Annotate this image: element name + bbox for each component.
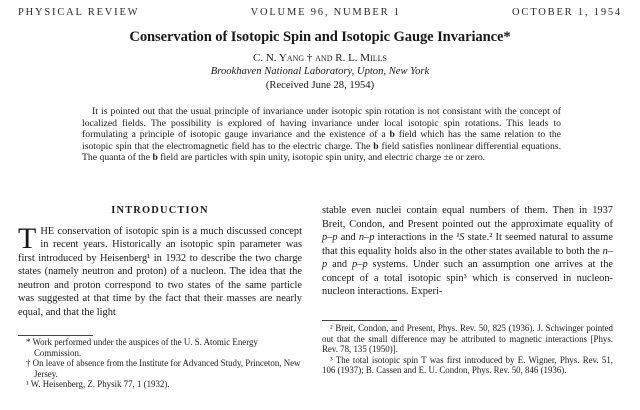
intro-text: HE conservation of isotopic spin is a much discussed concept in recent years. Historically an isotopic spin parameter was first introduced by Heisenberg¹ in 1932 to describe the two charge states (namely neutron and proton) of a nucleon. The idea that the neutron and proton correspond to two states of the same particle was suggested at that time by the fact that their masses are nearly equal, and that the light [18, 225, 302, 318]
abstract-bold-b-3: b [152, 152, 158, 164]
issue-date: OCTOBER 1, 1954 [512, 7, 622, 18]
abstract [82, 106, 561, 164]
abstract-bold-b-1: b [389, 129, 395, 141]
footnote-rule-right [322, 320, 397, 321]
author-1: C. N. Yang [253, 52, 305, 64]
dagger-mark: † [306, 52, 313, 64]
body-paragraph [322, 204, 613, 299]
np-term-2: n–p [322, 245, 613, 271]
abstract-text-4: field are particles with spin unity, isotopic spin unity, and electric charge ±e or zero. [157, 152, 486, 164]
footnotes-left [18, 337, 302, 390]
np-term: n–p [358, 232, 375, 244]
abstract-bold-b-2: b [373, 140, 379, 152]
author-conjunction: and [315, 52, 333, 64]
pp-term: p–p [322, 232, 338, 244]
footnote: * Work performed under the auspices of the U. S. Atomic Energy Commission. [26, 337, 258, 358]
footnote: ² Breit, Condon, and Present, Phys. Rev. 50, 825 (1936). J. Schwinger pointed out that the small difference may be attributed to magnetic interactions [Phys. Rev. 78, 135 (1950)]. [322, 323, 613, 354]
author-line [0, 52, 640, 65]
author-2: R. L. Mills [335, 52, 387, 64]
body-text-3: interactions in the [374, 232, 457, 244]
running-head [18, 7, 622, 18]
footnote-rule-left [18, 335, 93, 336]
s-state-term: ¹S [456, 232, 465, 244]
body-text-4: state.² It seemed natural to assume that this equality holds also in the other states available to both the [322, 232, 613, 257]
right-column [322, 204, 613, 299]
abstract-text-2: field which has the same relation to the isotopic spin that the electromagnetic field has to the electric charge. The [82, 129, 561, 152]
footnotes-right [322, 323, 613, 376]
footnote: † On leave of absence from the Institute for Advanced Study, Princeton, New Jersey. [26, 358, 301, 379]
journal-name: PHYSICAL REVIEW [18, 7, 140, 18]
received-date: (Received June 28, 1954) [265, 80, 375, 91]
intro-paragraph [18, 221, 302, 320]
footnote: ³ The total isotopic spin T was first introduced by E. Wigner, Phys. Rev. 51, 106 (1937); B. Cassen and E. U. Condon, Phys. Rev. 50, 846 (1936). [322, 354, 613, 375]
article-title: Conservation of Isotopic Spin and Isotopic Gauge Invariance* [129, 29, 511, 45]
section-heading: INTRODUCTION [111, 205, 209, 216]
abstract-text-3: field satisfies nonlinear differential equations. The quanta of the [82, 140, 561, 164]
body-text-1: stable even nuclei contain equal numbers of them. Then in 1937 Breit, Condon, and Present pointed out the approximate equality of [322, 205, 613, 230]
left-column [18, 204, 302, 319]
body-text-6: systems. Under such an assumption one arrives at the concept of a total isotopic spin³ which is conserved in nucleon-nucleon interactions. Experi- [322, 259, 613, 298]
body-text-2: and [337, 232, 359, 244]
footnote: ¹ W. Heisenberg, Z. Physik 77, 1 (1932). [26, 379, 170, 389]
drop-cap: T [18, 221, 37, 255]
abstract-text-1: It is pointed out that the usual principle of invariance under isotopic spin rotation is not consistant with the concept of localized fields. The possibility is explored of having invariance under local isotopic spin rotations. This leads to formulating a principle of isotopic gauge invariance and the existence of a [82, 106, 561, 141]
pp-term-2: p–p [352, 259, 368, 271]
volume-number: VOLUME 96, NUMBER 1 [250, 7, 401, 18]
body-text-5: and [327, 259, 353, 271]
affiliation: Brookhaven National Laboratory, Upton, New York [210, 66, 430, 77]
